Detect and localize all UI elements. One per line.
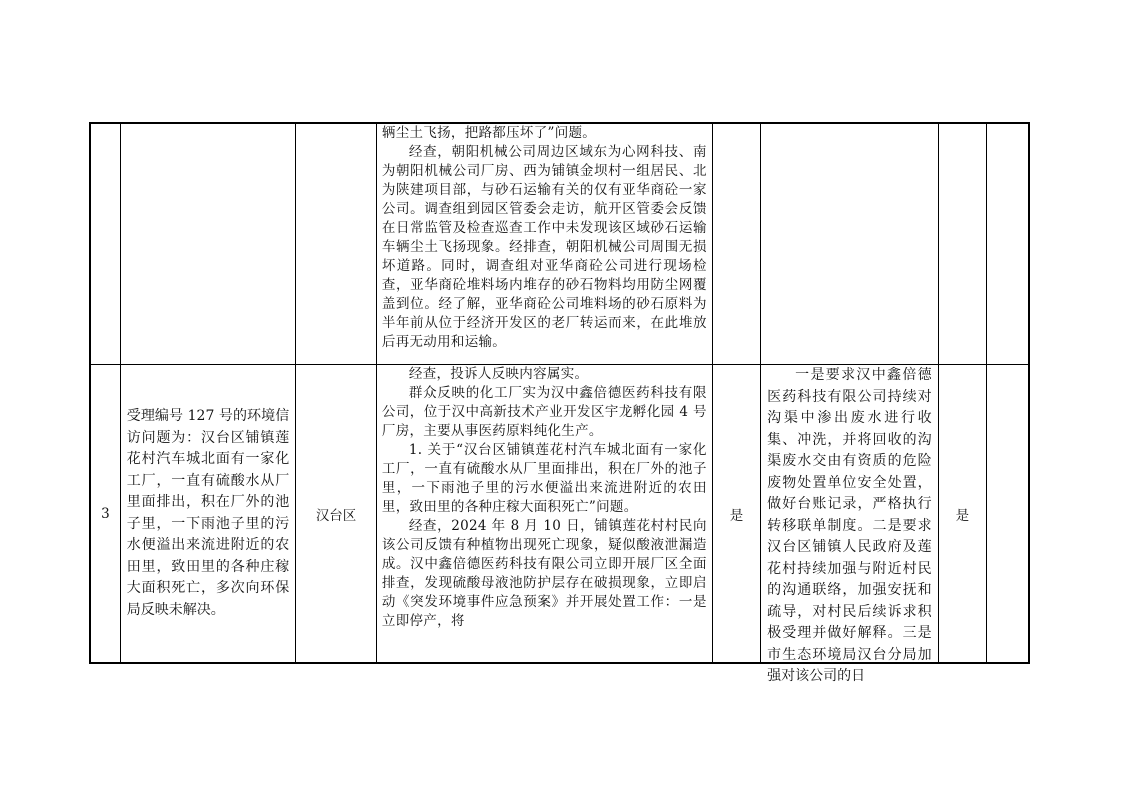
findings-paragraph: 群众反映的化工厂实为汉中鑫倍德医药科技有限公司，位于汉中高新技术产业开发区宇龙孵化园 4 号厂房，主要从事医药原料纯化生产。 (381, 385, 707, 439)
findings-paragraph: 经查，2024 年 8 月 10 日，铺镇莲花村村民向该公司反馈有种植物出现死亡现象，疑似酸液泄漏造成。汉中鑫倍德医药科技有限公司立即开展厂区全面排查，发现硫酸母液池防护层存在破损现象，立即启动《突发环境事件应急预案》并开展处置工作：一是立即停产，将 (381, 518, 707, 629)
complaint-table (89, 122, 1030, 684)
cell-remark (987, 365, 1029, 664)
findings-paragraph: 1. 关于“汉台区铺镇莲花村汽车城北面有一家化工厂，一直有硫酸水从厂里面排出，积在厂外的池子里，一下雨池子里的污水便溢出来流进附近的农田里，致田里的各种庄稼大面积死亡”问题。 (381, 442, 707, 515)
row-number: 3 (101, 505, 110, 522)
cell-measures (761, 365, 939, 684)
cell-verified (712, 365, 760, 664)
district-text: 汉台区 (315, 507, 357, 524)
cell-remark (987, 123, 1029, 365)
measures-text: 一是要求汉中鑫倍德医药科技有限公司持续对沟渠中渗出废水进行收集、冲洗，并将回收的沟渠废水交由有资质的危险废物处置单位安全处置，做好台账记录，严格执行转移联单制度。二是要求汉台区铺镇人民政府及莲花村持续加强与附近村民的沟通联络，加强安抚和疏导，对村民后续诉求积极受理并做好解释。三是市生态环境局汉台分局加强对该公司的日 (767, 367, 932, 684)
findings-paragraph: 经查，投诉人反映内容属实。 (408, 366, 589, 382)
findings-paragraph: 经查，朝阳机械公司周边区域东为心网科技、南为朝阳机械公司厂房、西为铺镇金坝村一组居民、北为陕建项目部，与砂石运输有关的仅有亚华商砼一家公司。调查组到园区管委会走访，航开区管委会反馈在日常监管及检查巡查工作中未发现该区域砂石运输车辆尘土飞扬现象。经排查，朝阳机械公司周围无损坏道路。同时，调查组对亚华商砼公司进行现场检查，亚华商砼堆料场内堆存的砂石物料均用防尘网覆盖到位。经了解，亚华商砼公司堆料场的砂石原料为半年前从位于经济开发区的老厂转运而来，在此堆放后再无动用和运输。 (381, 144, 707, 350)
cell-measures (761, 123, 939, 365)
cell-complaint (120, 123, 295, 365)
table-row (90, 123, 1029, 365)
cell-complaint (120, 365, 295, 664)
cell-findings (376, 123, 712, 365)
cell-number (90, 123, 120, 365)
cell-resolved (938, 123, 986, 365)
cell-resolved (938, 365, 986, 664)
table-row (90, 365, 1029, 664)
findings-continuation: 辆尘土飞扬，把路都压坏了”问题。 (381, 125, 597, 141)
complaint-text: 受理编号 127 号的环境信访问题为：汉台区铺镇莲花村汽车城北面有一家化工厂，一直有硫酸水从厂里面排出，积在厂外的池子里，一下雨池子里的污水便溢出来流进附近的农田里，致田里的各种庄稼大面积死亡，多次向环保局反映未解决。 (126, 408, 290, 618)
verified-text: 是 (729, 507, 744, 524)
cell-verified (712, 123, 760, 365)
cell-district (296, 123, 377, 365)
cell-findings (376, 365, 712, 664)
cell-district (296, 365, 377, 664)
cell-number (90, 365, 120, 664)
resolved-text: 是 (955, 507, 970, 524)
